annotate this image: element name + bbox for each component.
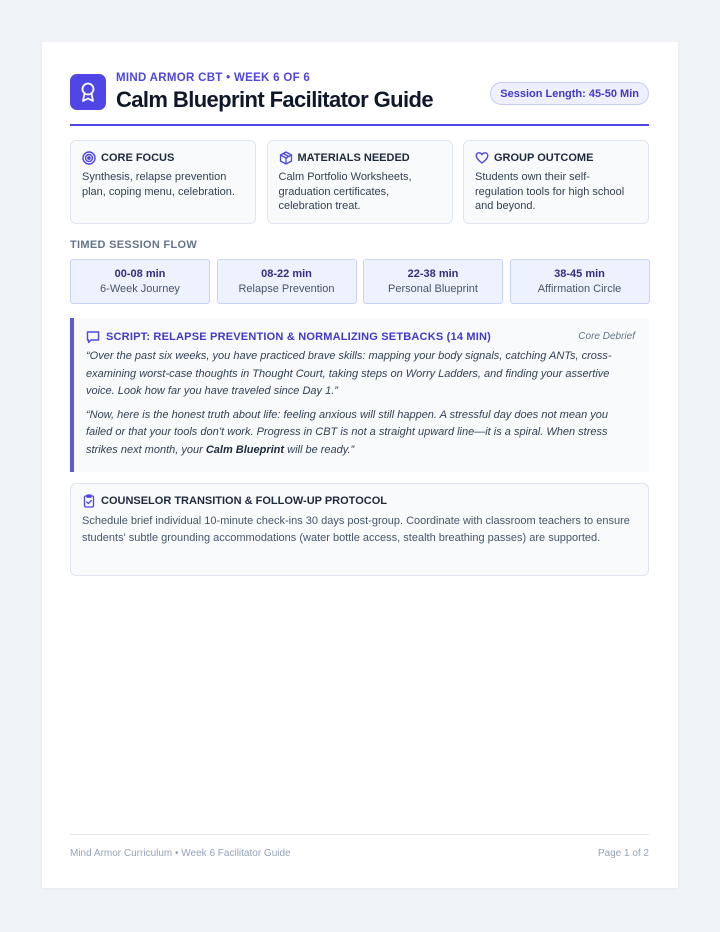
flow-step-time: 08-22 min	[261, 268, 312, 280]
flow-step-name: 6-Week Journey	[100, 283, 180, 295]
flow-step-time: 00-08 min	[114, 268, 166, 280]
document-header	[70, 72, 649, 124]
document-page	[42, 42, 678, 888]
script-emphasis: Calm Blueprint	[205, 443, 285, 456]
page-number: Page 1 of 2	[597, 848, 649, 859]
course-eyebrow: MIND ARMOR CBT • WEEK 6 OF 6	[116, 72, 311, 84]
card-materials-needed	[267, 140, 453, 224]
flow-step	[70, 259, 210, 304]
protocol-body: Schedule brief individual 10-minute check-ins 30 days post-group. Coordinate with classroom teachers to ensure students' subtle grounding accommodations (water bottle access, stealth breathing passes) are supported.	[82, 515, 630, 544]
award-ribbon-icon	[70, 74, 106, 110]
footer-text: Mind Armor Curriculum • Week 6 Facilitator Guide	[70, 848, 291, 859]
script-text: will be ready.”	[284, 443, 355, 456]
flow-step-name: Relapse Prevention	[238, 283, 335, 295]
script-text: “Now, here is the honest truth about life: feeling anxious will still happen. A stressful day does not mean you failed or that your tools don’t work. Progress in CBT is not a straight upward line—it is a spiral. When stress strikes next month, your	[86, 408, 608, 456]
target-icon	[82, 151, 96, 165]
script-tag: Core Debrief	[578, 331, 635, 342]
page-title: Calm Blueprint Facilitator Guide	[116, 87, 433, 112]
protocol-title: COUNSELOR TRANSITION & FOLLOW-UP PROTOCOL	[101, 495, 387, 507]
card-body: Students own their self-regulation tools for high school and beyond.	[475, 171, 625, 212]
flow-step-name: Personal Blueprint	[388, 283, 478, 295]
flow-step	[363, 259, 503, 304]
card-group-outcome	[463, 140, 649, 224]
card-title: CORE FOCUS	[101, 152, 175, 164]
header-divider	[70, 124, 649, 126]
card-body: Calm Portfolio Worksheets, graduation certificates, celebration treat.	[278, 171, 412, 212]
script-paragraph	[86, 407, 635, 460]
session-length-badge: Session Length: 45-50 Min	[490, 82, 649, 105]
timed-session-flow	[70, 259, 649, 304]
card-core-focus	[70, 140, 256, 224]
flow-step-time: 38-45 min	[554, 268, 605, 280]
card-title: MATERIALS NEEDED	[297, 152, 410, 164]
chat-icon	[86, 330, 100, 344]
protocol-card	[70, 483, 649, 576]
box-icon	[279, 151, 293, 165]
section-label-timed-flow: TIMED SESSION FLOW	[70, 239, 198, 251]
script-title: SCRIPT: RELAPSE PREVENTION & NORMALIZING SETBACKS (14 MIN)	[106, 331, 492, 343]
heart-icon	[475, 151, 489, 165]
footer-divider	[70, 834, 649, 835]
script-paragraph: “Over the past six weeks, you have practiced brave skills: mapping your body signals, catching ANTs, cross-examining worst-case thoughts in Thought Court, taking steps on Worry Ladders, and finding your assertive voice. Look how far you have traveled since Day 1.”	[86, 350, 612, 397]
flow-step	[510, 259, 650, 304]
flow-step	[217, 259, 357, 304]
flow-step-name: Affirmation Circle	[537, 283, 622, 295]
clipboard-check-icon	[82, 494, 96, 508]
card-title: GROUP OUTCOME	[494, 152, 594, 164]
script-block	[70, 318, 649, 472]
info-cards	[70, 140, 649, 224]
card-body: Synthesis, relapse prevention plan, coping menu, celebration.	[82, 171, 235, 198]
flow-step-time: 22-38 min	[407, 268, 459, 280]
